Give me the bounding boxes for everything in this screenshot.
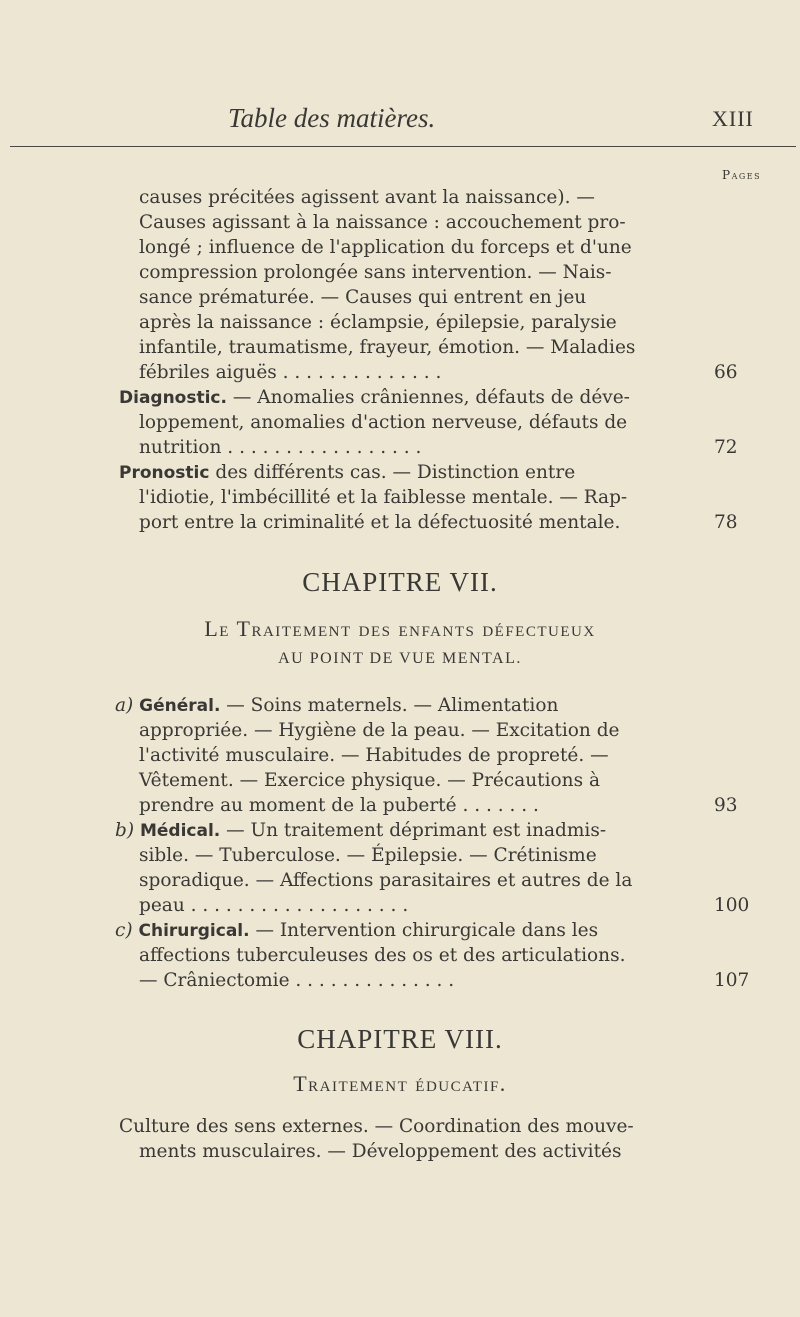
text-line: b) Médical. — Un traitement déprimant est inadmis- xyxy=(115,820,607,841)
text-line: Causes agissant à la naissance : accouchement pro- xyxy=(139,212,626,233)
text-line: infantile, traumatisme, frayeur, émotion. — Maladies xyxy=(139,337,636,358)
text-line: sance prématurée. — Causes qui entrent en jeu xyxy=(139,287,587,308)
page-ref: 78 xyxy=(714,512,738,533)
entry-label: Pronostic xyxy=(119,463,210,483)
page-number: XIII xyxy=(712,106,754,131)
pages-column-label: Pages xyxy=(722,168,762,182)
running-title: Table des matières. xyxy=(228,103,436,133)
running-header xyxy=(0,103,800,143)
text-line: ments musculaires. — Développement des activités xyxy=(139,1141,622,1162)
text-line: Culture des sens externes. — Coordination des mouve- xyxy=(119,1116,634,1137)
page-ref: 72 xyxy=(714,437,738,458)
text-line: a) Général. — Soins maternels. — Alimentation xyxy=(115,695,559,716)
entry-label: Chirurgical. xyxy=(138,921,250,941)
text-line: après la naissance : éclampsie, épilepsie, paralysie xyxy=(139,312,617,333)
chapter-subtitle: Le Traitement des enfants défectueux xyxy=(204,616,596,641)
entry-label: Diagnostic. xyxy=(119,388,227,408)
page-ref: 66 xyxy=(714,362,738,383)
text-line: l'activité musculaire. — Habitudes de propreté. — xyxy=(139,745,609,766)
text-line: appropriée. — Hygiène de la peau. — Excitation de xyxy=(139,720,620,741)
text-line: — Crâniectomie . . . . . . . . . . . . . . xyxy=(139,970,455,991)
page-ref: 93 xyxy=(714,795,738,816)
text-line: peau . . . . . . . . . . . . . . . . . . . xyxy=(139,895,409,916)
text-line: sible. — Tuberculose. — Épilepsie. — Crétinisme xyxy=(139,845,597,866)
page-ref: 100 xyxy=(714,895,750,916)
text-line: affections tuberculeuses des os et des articulations. xyxy=(139,945,626,966)
text-line: nutrition . . . . . . . . . . . . . . . . . xyxy=(139,437,422,458)
text-line: c) Chirurgical. — Intervention chirurgicale dans les xyxy=(115,920,599,941)
text-line: fébriles aiguës . . . . . . . . . . . . . . xyxy=(139,362,442,383)
text-line: prendre au moment de la puberté . . . . . . . xyxy=(139,795,539,816)
chapter-subtitle-2: AU POINT DE VUE MENTAL. xyxy=(278,650,522,667)
text-line: compression prolongée sans intervention. — Nais- xyxy=(139,262,612,283)
text-line: Pronostic des différents cas. — Distinction entre xyxy=(119,462,576,483)
text-line: port entre la criminalité et la défectuosité mentale. xyxy=(139,512,621,533)
text-line: Vêtement. — Exercice physique. — Précautions à xyxy=(139,770,600,791)
chapter-title: CHAPITRE VII. xyxy=(302,567,498,597)
entry-label: Médical. xyxy=(139,821,221,841)
text-line: causes précitées agissent avant la naissance). — xyxy=(139,187,595,208)
text-line: longé ; influence de l'application du forceps et d'une xyxy=(139,237,632,258)
chapter-title: CHAPITRE VIII. xyxy=(297,1024,503,1054)
text-line: Diagnostic. — Anomalies crâniennes, défauts de déve- xyxy=(119,387,630,408)
entry-label: Général. xyxy=(139,696,221,716)
page-ref: 107 xyxy=(714,970,750,991)
text-line: sporadique. — Affections parasitaires et autres de la xyxy=(139,870,633,891)
text-line: l'idiotie, l'imbécillité et la faiblesse mentale. — Rap- xyxy=(139,487,628,508)
text-line: loppement, anomalies d'action nerveuse, défauts de xyxy=(139,412,628,433)
chapter-subtitle: Traitement éducatif. xyxy=(293,1071,507,1096)
header-rule xyxy=(10,146,796,147)
